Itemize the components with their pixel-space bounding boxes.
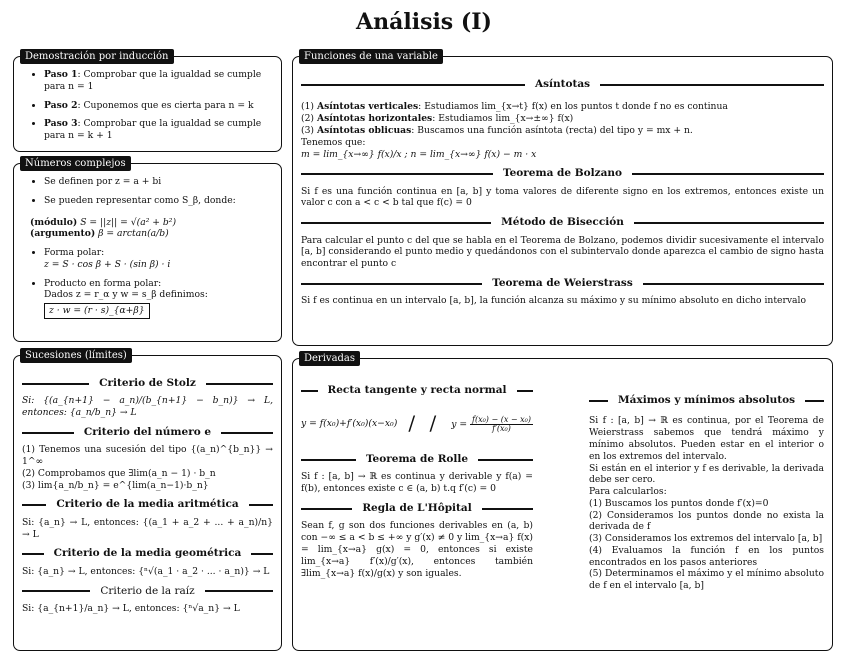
- asymptote-horizontal: (2) Asíntotas horizontales: Estudiamos lim_{x→±∞} f(x): [301, 113, 574, 125]
- rolle-text: Si f : [a, b] → ℝ es continua y derivable y f(a) = f(b), entonces existe c ∈ (a, b) t.q f′(c) = 0: [301, 471, 533, 495]
- maxmin-step-2: (2) Consideramos los puntos donde no exista la derivada de f: [589, 509, 824, 533]
- numero-e-step-2: (2) Comprobamos que ∃lim(a_n − 1) · b_n: [22, 467, 216, 479]
- functions-tag: Funciones de una variable: [299, 49, 443, 64]
- maxmin-text-3: Para calcularlos:: [589, 486, 667, 498]
- asymptote-formula: m = lim_{x→∞} f(x)/x ; n = lim_{x→∞} f(x) − m · x: [301, 148, 537, 160]
- complex-numbers-box: [13, 158, 282, 342]
- sequences-tag: Sucesiones (límites): [20, 348, 132, 363]
- maxmin-step-1: (1) Buscamos los puntos donde f′(x)=0: [589, 497, 769, 509]
- section-title: Criterio de la media aritmética: [22, 498, 273, 511]
- normal-equation: y = $\frac{\text{f(x₀) − (x − x₀)}}{\text{f′(x₀)}}$: [451, 414, 531, 433]
- section-title: Regla de L'Hôpital: [301, 502, 533, 515]
- weierstrass-text: Si f es continua en un intervalo [a, b], la función alcanza su máximo y su mínimo absoluto en dicho intervalo: [301, 295, 806, 307]
- tangent-equation: y = f(x₀)+f′(x₀)(x−x₀): [301, 418, 398, 430]
- geometric-mean-text: Si: {a_n} → L, entonces: {ⁿ√(a_1 · a_2 · ... · a_n)} → L: [22, 565, 270, 577]
- complex-list: [22, 176, 273, 319]
- list-item: • Paso 1: Comprobar que la igualdad se cumple para n = 1: [44, 69, 273, 93]
- section-title: Asíntotas: [301, 78, 824, 91]
- section-title: Recta tangente y recta normal: [301, 384, 533, 397]
- induction-tag: Demostración por inducción: [20, 49, 174, 64]
- tangent-normal-equations: [301, 411, 533, 437]
- bolzano-text: Si f es una función continua en [a, b] y toma valores de diferente signo en los extremos, entonces existe un valor c con a < c < b tal que f(c) = 0: [301, 185, 824, 209]
- list-item: • Paso 3: Comprobar que la igualdad se cumple para n = k + 1: [44, 118, 273, 142]
- section-title: Criterio de la raíz: [22, 585, 273, 598]
- section-title: Teorema de Bolzano: [301, 167, 824, 180]
- functions-box: [292, 51, 833, 346]
- maxmin-step-5: (5) Determinamos el máximo y el mínimo absoluto de f en el intervalo [a, b]: [589, 568, 824, 592]
- maxmin-text-2: Si están en el interior y f es derivable, la derivada debe ser cero.: [589, 462, 824, 486]
- sequences-box: [13, 350, 282, 651]
- induction-list: [22, 69, 273, 142]
- list-item: • Paso 2: Cuponemos que es cierta para n = k: [44, 100, 273, 112]
- lhopital-text: Sean f, g son dos funciones derivables en (a, b) con −∞ ≤ a < b ≤ +∞ y g′(x) ≠ 0 y lim_{x→a} f(x) = lim_{x→a} g(x) = 0, entonces si existe lim_{x→a} f′(x)/g′(x), entonces también ∃lim_{x→a} f(x)/g(x) y son iguales.: [301, 520, 533, 579]
- section-title: Criterio de la media geométrica: [22, 547, 273, 560]
- maxmin-step-4: (4) Evaluamos la función f en los puntos encontrados en los pasos anteriores: [589, 544, 824, 568]
- section-title: Método de Bisección: [301, 216, 824, 229]
- bisection-text: Para calcular el punto c del que se habla en el Teorema de Bolzano, podemos dividir sucesivamente el intervalo [a, b] considerando el punto medio y quedándonos con el subintervalo donde aparezca el cambio de signo hasta encontrar el punto c: [301, 234, 824, 270]
- derivatives-box: [292, 353, 833, 651]
- derivatives-tag: Derivadas: [299, 351, 360, 366]
- numero-e-step-3: (3) lim{a_n/b_n} = e^{lim(a_n−1)·b_n}: [22, 479, 209, 491]
- section-title: Máximos y mínimos absolutos: [589, 394, 824, 407]
- numero-e-step-1: (1) Tenemos una sucesión del tipo {(a_n)^{b_n}} → 1^∞: [22, 444, 273, 468]
- section-title: Criterio de Stolz: [22, 377, 273, 390]
- root-criterion-text: Si: {a_{n+1}/a_n} → L, entonces: {ⁿ√a_n} → L: [22, 603, 240, 615]
- list-item: • Se pueden representar como S_β, donde: (módulo) S = ||z|| = √(a² + b²) (argumento) β = arctan(a/b): [44, 195, 273, 240]
- asymptote-note: Tenemos que:: [301, 136, 366, 148]
- induction-box: [13, 51, 282, 152]
- list-item: • Se definen por z = a + bi: [44, 176, 273, 188]
- asymptote-vertical: (1) Asíntotas verticales: Estudiamos lim_{x→t} f(x) en los puntos t donde f no es continua: [301, 101, 728, 113]
- section-title: Criterio del número e: [22, 426, 273, 439]
- section-title: Teorema de Rolle: [301, 453, 533, 466]
- stolz-text: Si: {(a_{n+1} − a_n)/(b_{n+1} − b_n)} → L, entonces: {a_n/b_n} → L: [22, 395, 273, 419]
- page-title: Análisis (I): [356, 9, 492, 35]
- complex-tag: Números complejos: [20, 156, 131, 171]
- arithmetic-mean-text: Si: {a_n} → L, entonces: {(a_1 + a_2 + ... + a_n)/n} → L: [22, 516, 273, 540]
- maxmin-text-1: Si f : [a, b] → ℝ es continua, por el Teorema de Weierstrass sabemos que tendrá máximo y mínimo absolutos. Pueden estar en el interior o en los extremos del intervalo.: [589, 415, 824, 462]
- maxmin-step-3: (3) Consideramos los extremos del intervalo [a, b]: [589, 533, 823, 545]
- list-item: • Producto en forma polar: Dados z = r_α y w = s_β definimos: z · w = (r · s)_{α+β}: [44, 278, 273, 319]
- section-title: Teorema de Weierstrass: [301, 277, 824, 290]
- polar-product-formula: z · w = (r · s)_{α+β}: [44, 303, 150, 319]
- list-item: • Forma polar: z = S · cos β + S · (sin β) · i: [44, 247, 273, 271]
- separator-slashes: / /: [408, 411, 441, 436]
- asymptote-oblique: (3) Asíntotas oblicuas: Buscamos una función asíntota (recta) del tipo y = mx + n.: [301, 124, 693, 136]
